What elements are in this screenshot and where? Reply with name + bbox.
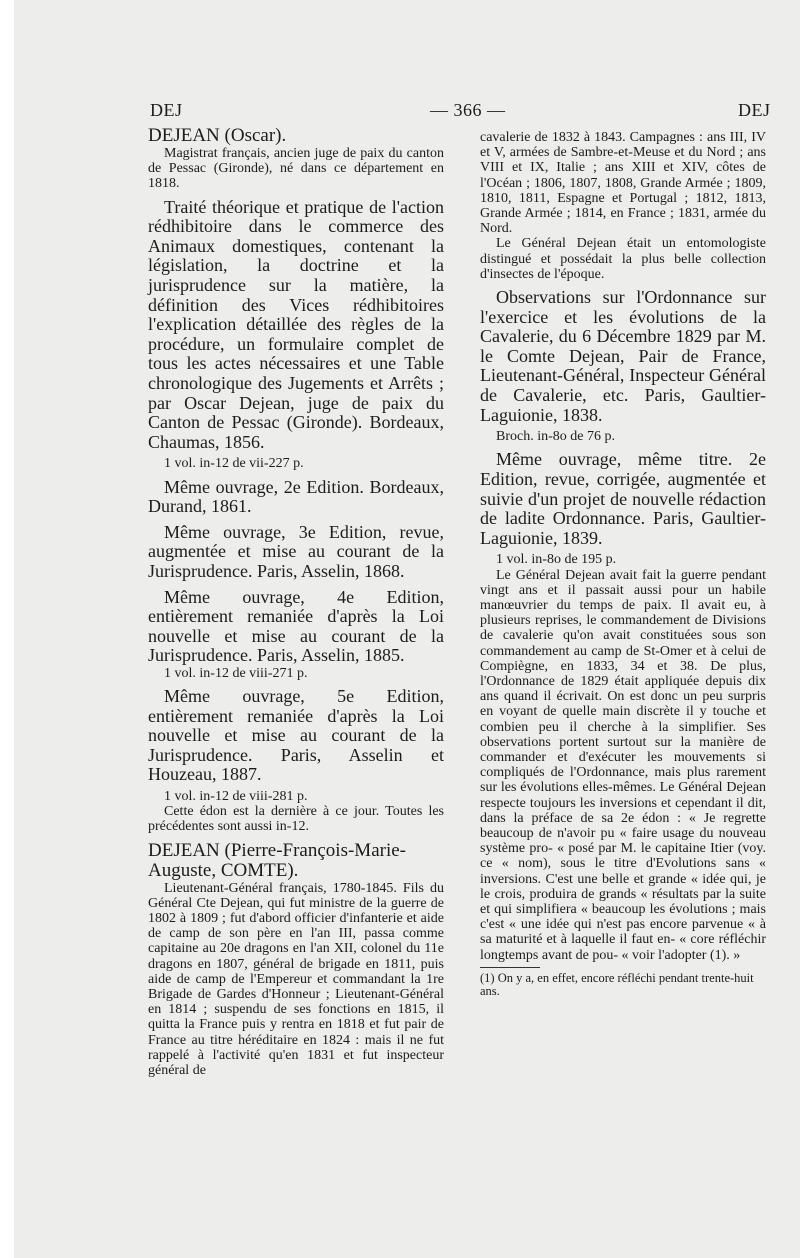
right-paragraph: Le Général Dejean était un entomologiste distingué et possédait la plus belle collection d'insectes de l'époque. [480, 236, 766, 282]
left-paragraph: Magistrat français, ancien juge de paix du canton de Pessac (Gironde), né dans ce département en 1818. [148, 146, 444, 192]
left-paragraph: 1 vol. in-12 de vii-227 p. [164, 456, 304, 472]
running-head-left: DEJ [150, 100, 183, 120]
left-paragraph: Lieutenant-Général français, 1780-1845. Fils du Général Cte Dejean, qui fut ministre de la guerre de 1802 à 1809 ; fut d'abord officier d'infanterie et aide de camp de son père en l'an III, passa comme capitaine au 20e dragons en l'an XII, colonel du 11e dragons en 1807, général de brigade en 1811, puis aide de camp de l'Empereur et commandant la 1re Brigade de Gardes d'Honneur ; Lieutenant-Général en 1814 ; suspendu de ses fonctions en 1815, il quitta la France puis y rentra en 1818 et fut pair de France au titre héréditaire en 1824 : mais il ne fut rappelé à l'activité qu'en 1831 et fut inspecteur général de [148, 880, 444, 1079]
right-paragraph: Le Général Dejean avait fait la guerre pendant vingt ans et il passait aussi pour un habile manœuvrier du temps de paix. Il avait eu, à plusieurs reprises, le commandement de Divisions de cavalerie qu'on avait constituées sous son commandement au camp de St-Omer et à celui de Compiègne, en 1833, 34 et 38. De plus, l'Ordonnance de 1829 était appliquée depuis dix ans quand il écrivait. On est donc un peu surpris en voyant de quelle main discrète il y touche et combien peu il cherche à la simplifier. Ses observations portent surtout sur la manière de commander et d'exécuter les mouvements si compliqués de l'Ordonnance, mais plus rarement sur les évolutions elles-mêmes. Le Général Dejean respecte toujours les inversions et cependant il dit, dans la préface de sa 2e édon : « Je regrette beaucoup de n'avoir pu « faire usage du nouveau système pro- « posé par M. le capitaine Itier (voy. ce « nom), sous le titre d'Evolutions sans « inversions. C'est une belle et grande « idée qui, je le crois, produira de grands « résultats par la suite et qui simplifiera « beaucoup les évolutions ; mais c'est « une idée qui n'est pas encore parvenue « à sa maturité et à laquelle il faut en- « core réfléchir longtemps avant de pou- « voir l'adopter (1). » [480, 567, 766, 963]
left-paragraph: Même ouvrage, 2e Edition. Bordeaux, Durand, 1861. [148, 476, 444, 517]
right-paragraph: cavalerie de 1832 à 1843. Campagnes : ans III, IV et V, armées de Sambre-et-Meuse et du Nord ; ans VIII et IX, Italie ; ans XIII et XIV, côtes de l'Océan ; 1806, 1807, 1808, Grande Armée ; 1809, 1810, 1811, Espagne et Portugal ; 1812, 1813, Grande Armée ; 1814, en France ; 1831, armée du Nord. [480, 130, 766, 237]
right-paragraph: Observations sur l'Ordonnance sur l'exercice et les évolutions de la Cavalerie, du 6 Décembre 1829 par M. le Comte Dejean, Pair de France, Lieutenant-Général, Inspecteur Général de Cavalerie, etc. Paris, Gaultier-Laguionie, 1838. [480, 287, 766, 425]
left-paragraph: Même ouvrage, 4e Edition, entièrement remaniée d'après la Loi nouvelle et mise au courant de la Jurisprudence. Paris, Asselin, 1885. [148, 586, 444, 666]
right-paragraph: Même ouvrage, même titre. 2e Edition, revue, corrigée, augmentée et suivie d'un projet de nouvelle rédaction de ladite Ordonnance. Paris, Gaultier-Laguionie, 1839. [480, 449, 766, 548]
left-paragraph: Traité théorique et pratique de l'action rédhibitoire dans le commerce des Animaux domestiques, contenant la législation, la doctrine et la jurisprudence sur la matière, la définition des Vices rédhibitoires l'explication détaillée des règles de la procédure, un formulaire complet de tous les actes nécessaires et une Table chronologique des Jugements et Arrêts ; par Oscar Dejean, juge de paix du Canton de Pessac (Gironde). Bordeaux, Chaumas, 1856. [148, 196, 444, 452]
right-paragraph: 1 vol. in-8o de 195 p. [496, 552, 617, 568]
left-paragraph: 1 vol. in-12 de viii-271 p. [164, 665, 308, 681]
left-paragraph: DEJEAN (Pierre-François-Marie-Auguste, COMTE). [148, 839, 406, 881]
right-column [480, 130, 766, 999]
left-paragraph: Même ouvrage, 5e Edition, entièrement remaniée d'après la Loi nouvelle et mise au courant de la Jurisprudence. Paris, Asselin et Houzeau, 1887. [148, 686, 444, 785]
page-number: — 366 — [430, 100, 506, 120]
left-paragraph: Même ouvrage, 3e Edition, revue, augmentée et mise au courant de la Jurisprudence. Paris, Asselin, 1868. [148, 521, 444, 581]
right-paragraph: Broch. in-8o de 76 p. [496, 429, 615, 445]
footnote: (1) On y a, en effet, encore réfléchi pendant trente-huit ans. [480, 970, 754, 999]
left-paragraph: Cette édon est la dernière à ce jour. Toutes les précédentes sont aussi in-12. [148, 804, 444, 835]
footnote-rule [480, 967, 540, 968]
left-paragraph: 1 vol. in-12 de viii-281 p. [164, 789, 308, 805]
running-head-right: DEJ [738, 100, 771, 120]
page [14, 0, 800, 1258]
left-paragraph: DEJEAN (Oscar). [148, 125, 287, 146]
left-column [148, 126, 444, 1078]
